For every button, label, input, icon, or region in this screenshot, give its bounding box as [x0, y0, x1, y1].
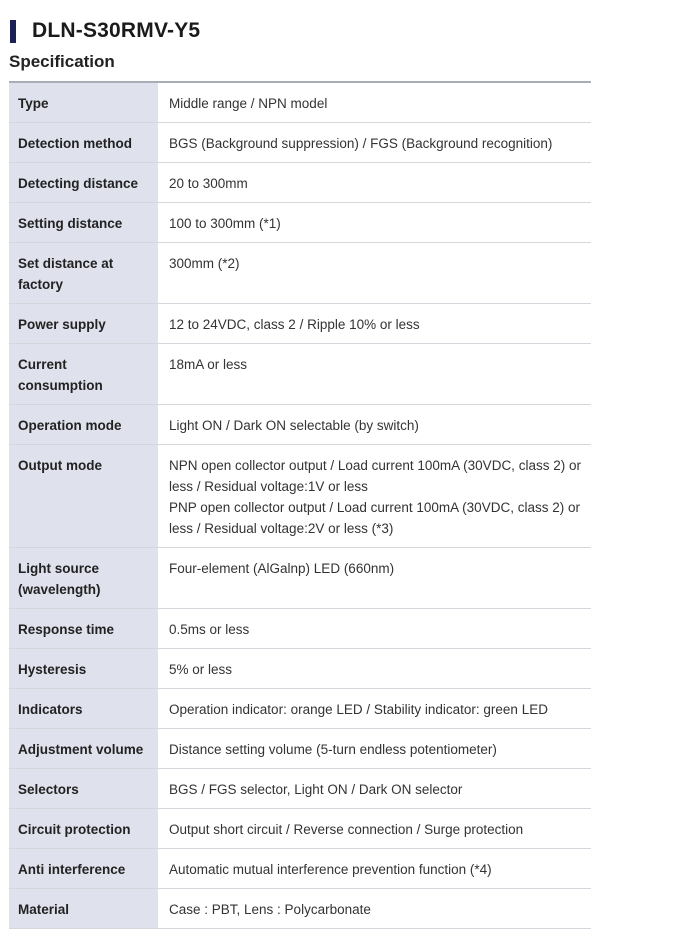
spec-value-line: Case : PBT, Lens : Polycarbonate: [169, 902, 371, 917]
spec-label: Detecting distance: [9, 163, 158, 203]
spec-value-line: 100 to 300mm (*1): [169, 216, 281, 231]
spec-label: Anti interference: [9, 849, 158, 889]
spec-value: [158, 689, 591, 729]
spec-label: Adjustment volume: [9, 729, 158, 769]
spec-label: Selectors: [9, 769, 158, 809]
spec-label: Output mode: [9, 445, 158, 548]
spec-table: [9, 81, 591, 929]
spec-value: [158, 849, 591, 889]
section-heading: Specification: [9, 52, 115, 71]
spec-value: [158, 123, 591, 163]
spec-value-line: 18mA or less: [169, 357, 248, 372]
spec-row: [9, 82, 591, 123]
spec-row: [9, 548, 591, 609]
spec-row: [9, 203, 591, 243]
spec-value: [158, 82, 591, 123]
spec-value-line: NPN open collector output / Load current 100mA (30VDC, class 2) or less / Residual voltage:1V or less: [169, 458, 581, 494]
spec-row: [9, 689, 591, 729]
spec-label: Light source (wavelength): [9, 548, 158, 609]
spec-value: [158, 649, 591, 689]
spec-row: [9, 729, 591, 769]
spec-row: [9, 243, 591, 304]
spec-value-line: Four-element (AlGalnp) LED (660nm): [169, 561, 395, 576]
spec-label: Detection method: [9, 123, 158, 163]
spec-label: Hysteresis: [9, 649, 158, 689]
spec-value-line: 0.5ms or less: [169, 622, 250, 637]
spec-value-line: Light ON / Dark ON selectable (by switch): [169, 418, 419, 433]
spec-value-line: 5% or less: [169, 662, 233, 677]
spec-value: [158, 889, 591, 929]
spec-value: [158, 809, 591, 849]
spec-value: [158, 243, 591, 304]
spec-value: [158, 548, 591, 609]
spec-value: [158, 163, 591, 203]
spec-value: [158, 445, 591, 548]
title-accent-bar: [10, 20, 16, 43]
spec-label: Response time: [9, 609, 158, 649]
spec-value-line: Operation indicator: orange LED / Stability indicator: green LED: [169, 702, 548, 717]
page-title: DLN-S30RMV-Y5: [32, 19, 201, 42]
spec-row: [9, 809, 591, 849]
spec-value-line: PNP open collector output / Load current 100mA (30VDC, class 2) or less / Residual voltage:2V or less (*3): [169, 500, 580, 536]
spec-value: [158, 203, 591, 243]
spec-label: Indicators: [9, 689, 158, 729]
spec-value-line: Automatic mutual interference prevention function (*4): [169, 862, 492, 877]
spec-value: [158, 344, 591, 405]
spec-row: [9, 344, 591, 405]
spec-value-line: BGS / FGS selector, Light ON / Dark ON selector: [169, 782, 463, 797]
page-title-block: [10, 19, 200, 43]
spec-row: [9, 769, 591, 809]
spec-row: [9, 609, 591, 649]
spec-label: Operation mode: [9, 405, 158, 445]
spec-label: Material: [9, 889, 158, 929]
spec-table-body: [9, 82, 591, 929]
spec-label: Set distance at factory: [9, 243, 158, 304]
spec-row: [9, 889, 591, 929]
spec-row: [9, 304, 591, 344]
spec-row: [9, 445, 591, 548]
spec-row: [9, 123, 591, 163]
spec-value: [158, 769, 591, 809]
spec-value: [158, 609, 591, 649]
spec-value-line: Middle range / NPN model: [169, 96, 328, 111]
spec-row: [9, 849, 591, 889]
spec-label: Type: [9, 82, 158, 123]
spec-row: [9, 163, 591, 203]
spec-label: Power supply: [9, 304, 158, 344]
spec-label: Circuit protection: [9, 809, 158, 849]
spec-value-line: Output short circuit / Reverse connection / Surge protection: [169, 822, 524, 837]
spec-label: Setting distance: [9, 203, 158, 243]
spec-value-line: 20 to 300mm: [169, 176, 248, 191]
spec-label: Current consumption: [9, 344, 158, 405]
spec-value: [158, 729, 591, 769]
spec-row: [9, 405, 591, 445]
spec-value-line: 12 to 24VDC, class 2 / Ripple 10% or less: [169, 317, 420, 332]
spec-value-line: Distance setting volume (5-turn endless potentiometer): [169, 742, 497, 757]
spec-value: [158, 304, 591, 344]
spec-value-line: 300mm (*2): [169, 256, 240, 271]
spec-value: [158, 405, 591, 445]
spec-row: [9, 649, 591, 689]
spec-value-line: BGS (Background suppression) / FGS (Background recognition): [169, 136, 553, 151]
